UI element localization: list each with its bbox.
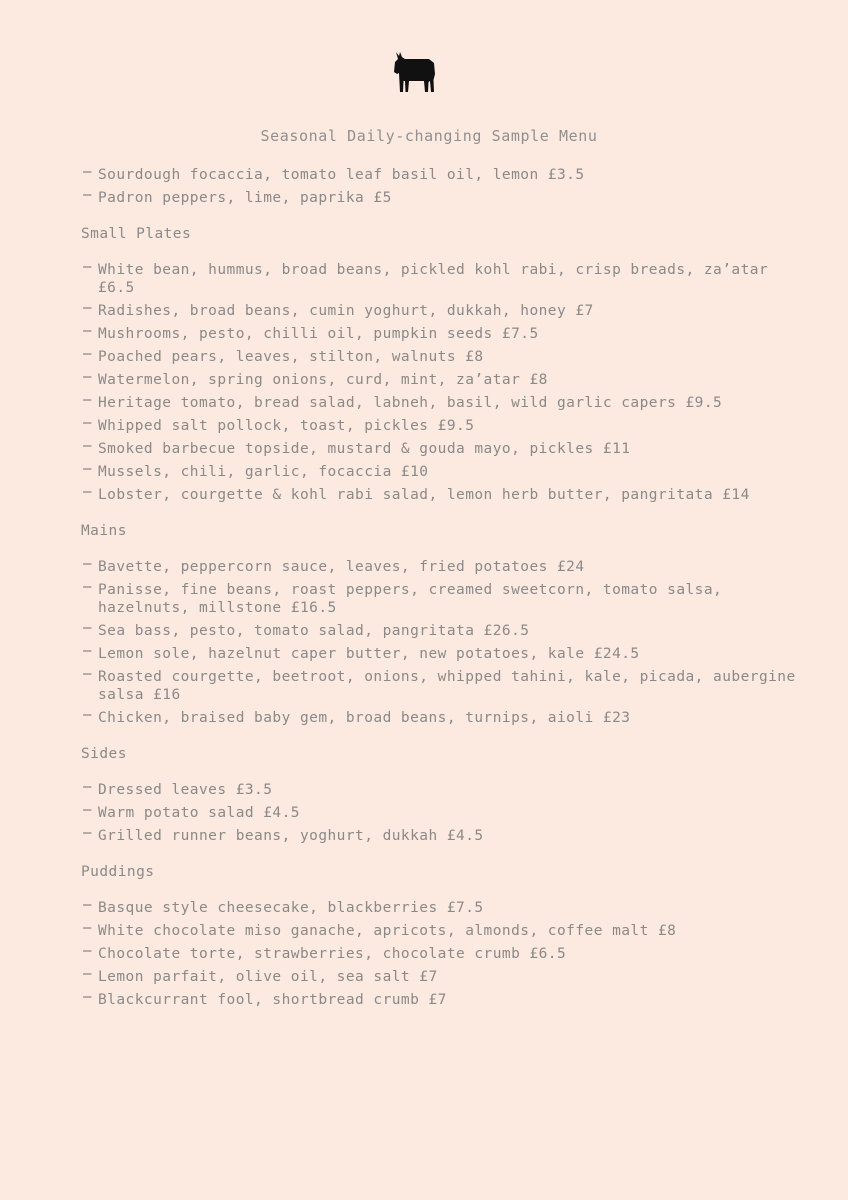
- sides-list: [81, 781, 801, 845]
- dash-icon: –: [83, 164, 92, 180]
- dash-icon: –: [83, 897, 92, 913]
- dash-icon: –: [83, 920, 92, 936]
- list-item: [81, 709, 801, 727]
- menu-content: [81, 166, 801, 1014]
- list-item: [81, 325, 801, 343]
- list-item: [81, 827, 801, 845]
- puddings-list: [81, 899, 801, 1009]
- item-text: White chocolate miso ganache, apricots, almonds, coffee malt £8: [98, 923, 677, 939]
- item-text: Roasted courgette, beetroot, onions, whipped tahini, kale, picada, aubergine salsa £16: [98, 669, 796, 703]
- item-text: Panisse, fine beans, roast peppers, creamed sweetcorn, tomato salsa, hazelnuts, millstone £16.5: [98, 582, 723, 616]
- list-item: [81, 486, 801, 504]
- dash-icon: –: [83, 556, 92, 572]
- list-item: [81, 968, 801, 986]
- item-text: Mussels, chili, garlic, focaccia £10: [98, 464, 429, 480]
- list-item: [81, 166, 801, 184]
- dash-icon: –: [83, 323, 92, 339]
- item-text: Bavette, peppercorn sauce, leaves, fried potatoes £24: [98, 559, 585, 575]
- item-text: Lemon sole, hazelnut caper butter, new potatoes, kale £24.5: [98, 646, 640, 662]
- list-item: [81, 371, 801, 389]
- list-item: [81, 922, 801, 940]
- item-text: Whipped salt pollock, toast, pickles £9.5: [98, 418, 475, 434]
- small-plates-list: [81, 261, 801, 504]
- dash-icon: –: [83, 802, 92, 818]
- dash-icon: –: [83, 415, 92, 431]
- list-item: [81, 440, 801, 458]
- list-item: [81, 189, 801, 207]
- dash-icon: –: [83, 707, 92, 723]
- section-title-sides: Sides: [81, 746, 127, 762]
- list-item: [81, 417, 801, 435]
- item-text: Lemon parfait, olive oil, sea salt £7: [98, 969, 438, 985]
- list-item: [81, 899, 801, 917]
- dash-icon: –: [83, 825, 92, 841]
- item-text: Padron peppers, lime, paprika £5: [98, 190, 392, 206]
- dash-icon: –: [83, 989, 92, 1005]
- section-title-puddings: Puddings: [81, 864, 155, 880]
- item-text: Poached pears, leaves, stilton, walnuts £8: [98, 349, 484, 365]
- item-text: White bean, hummus, broad beans, pickled kohl rabi, crisp breads, za’atar £6.5: [98, 262, 769, 296]
- list-item: [81, 645, 801, 663]
- section-title-small-plates: Small Plates: [81, 226, 192, 242]
- list-item: [81, 302, 801, 320]
- dash-icon: –: [83, 369, 92, 385]
- item-text: Chicken, braised baby gem, broad beans, turnips, aioli £23: [98, 710, 631, 726]
- item-text: Warm potato salad £4.5: [98, 805, 300, 821]
- starter-list: [81, 166, 801, 207]
- list-item: [81, 581, 801, 617]
- list-item: [81, 804, 801, 822]
- item-text: Basque style cheesecake, blackberries £7.5: [98, 900, 484, 916]
- dash-icon: –: [83, 943, 92, 959]
- item-text: Grilled runner beans, yoghurt, dukkah £4.5: [98, 828, 484, 844]
- list-item: [81, 945, 801, 963]
- dash-icon: –: [83, 484, 92, 500]
- dash-icon: –: [83, 779, 92, 795]
- dash-icon: –: [83, 579, 92, 595]
- list-item: [81, 668, 801, 704]
- list-item: [81, 394, 801, 412]
- list-item: [81, 348, 801, 366]
- item-text: Mushrooms, pesto, chilli oil, pumpkin seeds £7.5: [98, 326, 539, 342]
- item-text: Blackcurrant fool, shortbread crumb £7: [98, 992, 447, 1008]
- dash-icon: –: [83, 620, 92, 636]
- dash-icon: –: [83, 259, 92, 275]
- dash-icon: –: [83, 187, 92, 203]
- item-text: Radishes, broad beans, cumin yoghurt, dukkah, honey £7: [98, 303, 594, 319]
- list-item: [81, 558, 801, 576]
- item-text: Smoked barbecue topside, mustard & gouda mayo, pickles £11: [98, 441, 631, 457]
- list-item: [81, 463, 801, 481]
- item-text: Heritage tomato, bread salad, labneh, basil, wild garlic capers £9.5: [98, 395, 723, 411]
- bull-icon: [391, 50, 437, 94]
- list-item: [81, 781, 801, 799]
- item-text: Sea bass, pesto, tomato salad, pangritata £26.5: [98, 623, 530, 639]
- item-text: Watermelon, spring onions, curd, mint, za’atar £8: [98, 372, 548, 388]
- menu-title: Seasonal Daily-changing Sample Menu: [260, 127, 598, 145]
- item-text: Sourdough focaccia, tomato leaf basil oil, lemon £3.5: [98, 167, 585, 183]
- dash-icon: –: [83, 438, 92, 454]
- dash-icon: –: [83, 392, 92, 408]
- item-text: Dressed leaves £3.5: [98, 782, 273, 798]
- dash-icon: –: [83, 461, 92, 477]
- list-item: [81, 261, 801, 297]
- section-title-mains: Mains: [81, 523, 127, 539]
- dash-icon: –: [83, 966, 92, 982]
- dash-icon: –: [83, 666, 92, 682]
- mains-list: [81, 558, 801, 727]
- list-item: [81, 991, 801, 1009]
- item-text: Chocolate torte, strawberries, chocolate crumb £6.5: [98, 946, 567, 962]
- dash-icon: –: [83, 643, 92, 659]
- list-item: [81, 622, 801, 640]
- dash-icon: –: [83, 300, 92, 316]
- item-text: Lobster, courgette & kohl rabi salad, lemon herb butter, pangritata £14: [98, 487, 750, 503]
- dash-icon: –: [83, 346, 92, 362]
